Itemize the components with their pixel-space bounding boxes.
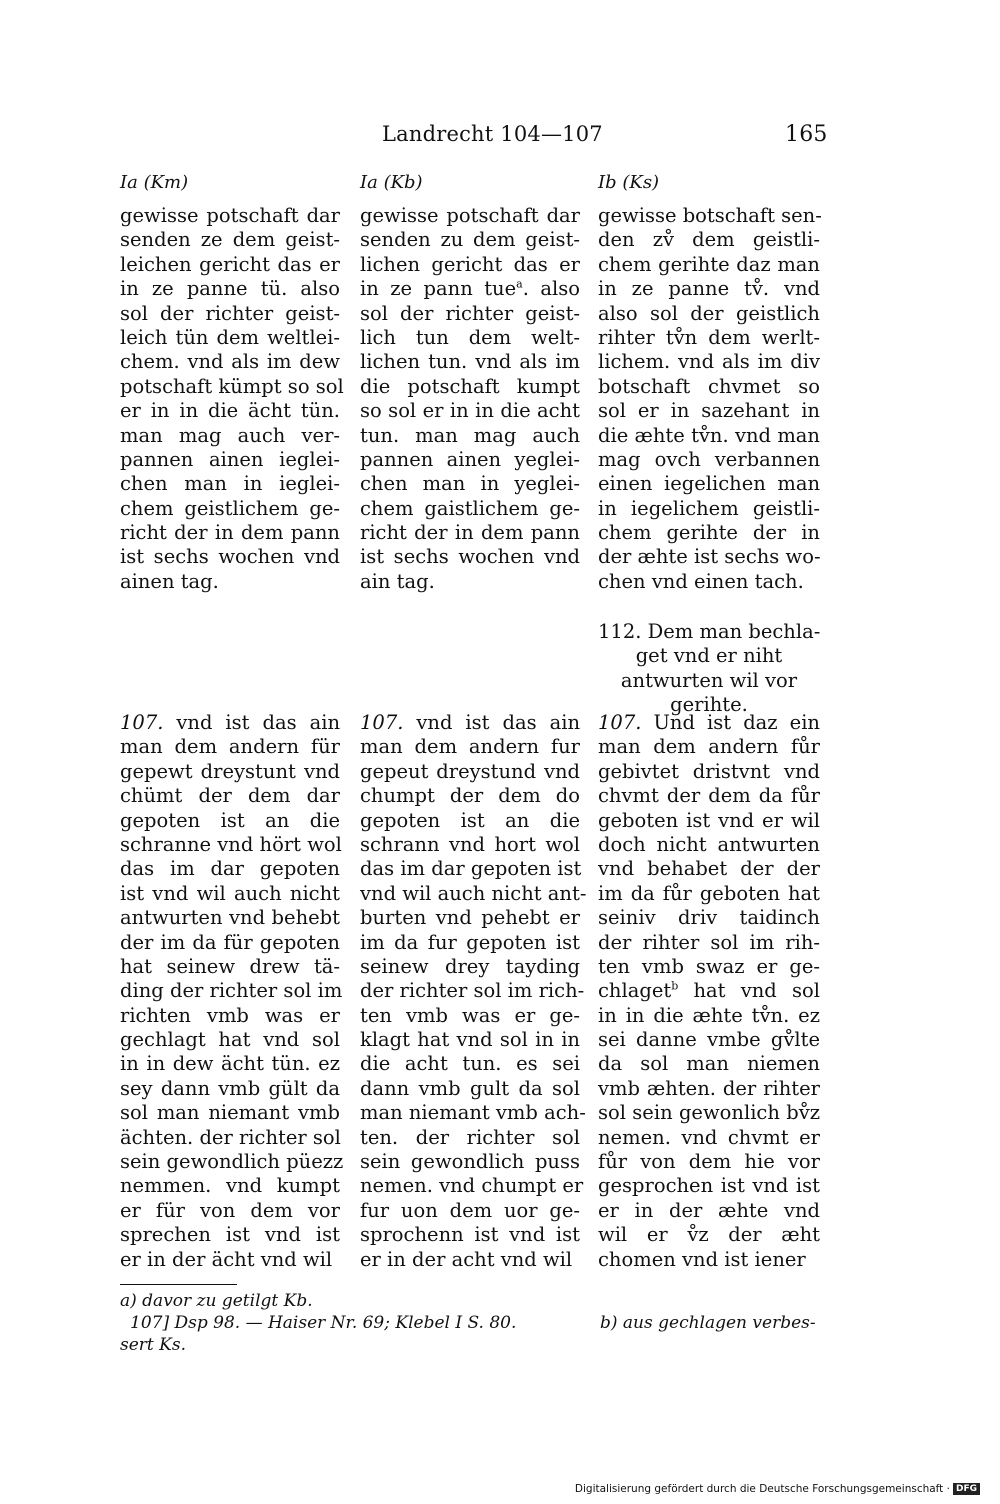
text-line-content: er in der acht vnd wil: [360, 1247, 573, 1271]
text-line-content: chem gerihte daz man: [598, 252, 820, 276]
text-line: [120, 277, 340, 301]
digitization-credit: [575, 1483, 980, 1495]
text-line-content: man dem andern fůr: [598, 735, 820, 759]
text-line: [598, 399, 820, 423]
text-line: [598, 521, 820, 545]
text-line: [120, 882, 340, 906]
text-line-content: nemen. vnd chumpt er: [360, 1174, 584, 1198]
text-line: [120, 521, 340, 545]
text-line: [120, 906, 340, 930]
text-line: [360, 1248, 580, 1272]
text-line-content: er in der æhte vnd: [598, 1198, 820, 1222]
text-line-content: ding der richter sol im: [120, 979, 343, 1003]
text-line: [598, 277, 820, 301]
column-kb-text-upper: [360, 204, 580, 594]
text-line-content: richt der in dem pann: [120, 521, 340, 545]
text-line: [598, 711, 820, 735]
text-line: [120, 497, 340, 521]
text-line: [598, 1077, 820, 1101]
text-line-content: chen man in ieglei-: [120, 472, 340, 496]
text-line-content: hat seinew drew tä-: [120, 954, 340, 978]
text-line: [360, 881, 587, 906]
text-line-content: geboten ist vnd er wil: [598, 808, 820, 832]
credit-text: Digitalisierung gefördert durch die Deutsche Forschungsgemeinschaft ·: [574, 1483, 950, 1495]
footnote-marker: b: [671, 979, 679, 993]
text-line: [598, 979, 820, 1003]
text-line: [120, 1028, 340, 1052]
text-line: [598, 784, 820, 808]
text-line-content: sol er in sazehant in: [598, 399, 820, 423]
text-line: [120, 809, 340, 833]
text-line-content: leich tün dem weltlei-: [120, 325, 340, 349]
text-line: [120, 784, 340, 808]
text-line-content: man dem andern für: [120, 735, 340, 759]
text-line: [360, 931, 580, 955]
dfg-logo: DFG: [953, 1483, 980, 1495]
rubric-line: get vnd er niht: [635, 644, 783, 668]
text-line-tail: hat vnd sol: [678, 979, 820, 1003]
text-line: [360, 424, 580, 448]
text-line-content: lich tun dem welt-: [360, 325, 580, 349]
text-line: [360, 350, 580, 374]
section-number: 107.: [360, 711, 404, 734]
text-line: [360, 833, 580, 857]
text-line-content: pannen ainen ieglei-: [120, 447, 340, 471]
text-line: [598, 228, 820, 252]
text-line-content: ainen tag.: [120, 569, 219, 593]
text-line-content: im da fur gepoten ist: [360, 930, 580, 954]
text-line-content: chem. vnd als im dew: [120, 350, 340, 374]
text-line: [120, 350, 340, 374]
text-line-content: er in in die ächt tün.: [120, 399, 340, 423]
text-line: [120, 760, 340, 784]
text-line-content: ist sechs wochen vnd: [360, 545, 580, 569]
text-line-content: er in der ächt vnd wil: [120, 1247, 333, 1271]
text-line-content: chvmt der dem da fůr: [598, 784, 820, 808]
section-rubric-112: [598, 620, 820, 718]
text-line: [360, 204, 580, 228]
text-line-content: die æhte tv̊n. vnd man: [598, 423, 820, 447]
text-line-content: klagt hat vnd sol in in: [360, 1028, 580, 1052]
text-line-content: ächten. der richter sol: [120, 1125, 341, 1149]
text-line: [120, 472, 340, 496]
column-km-text-upper: [120, 204, 344, 594]
text-line: [598, 833, 820, 857]
text-line-content: im da fůr geboten hat: [598, 881, 820, 905]
text-line: [120, 302, 340, 326]
text-line: [120, 979, 343, 1003]
text-line-content: richten vmb was er: [120, 1003, 340, 1027]
text-line-content: lichem. vnd als im div: [598, 350, 820, 374]
text-line: [120, 228, 340, 252]
text-line: [360, 1077, 580, 1101]
text-line-content: fur uon dem uor ge-: [360, 1198, 580, 1222]
text-line-content: lichen gericht das er: [360, 252, 580, 276]
text-line: [360, 809, 580, 833]
text-line-content: also sol der geistlich: [598, 301, 820, 325]
text-line-content: chem geistlichem ge-: [120, 496, 340, 520]
text-line-content: Und ist daz ein: [641, 711, 820, 734]
text-line: [120, 374, 344, 399]
text-line: [360, 1126, 580, 1150]
text-line: [598, 1126, 820, 1150]
text-line: [120, 570, 340, 594]
text-line: [360, 1199, 580, 1223]
text-line-content: den zv̊ dem geistli-: [598, 228, 820, 252]
text-line-content: pannen ainen yeglei-: [360, 447, 580, 471]
text-line: [120, 448, 340, 472]
text-line-content: lichen tun. vnd als im: [360, 350, 580, 374]
text-line-tail: . also: [522, 277, 580, 301]
text-line-content: vnd ist das ain: [163, 711, 340, 734]
text-line-content: sein gewondlich püezz: [120, 1150, 344, 1174]
text-line-content: senden ze dem geist-: [120, 228, 340, 252]
text-line-content: der richter sol im rich-: [360, 979, 585, 1003]
text-line: [598, 448, 820, 472]
text-line: [598, 931, 820, 955]
text-line: [598, 882, 820, 906]
footnote-rule: [120, 1284, 237, 1285]
text-line-content: ist sechs wochen vnd: [120, 545, 340, 569]
text-line: [598, 472, 820, 496]
text-line: [120, 1077, 340, 1101]
text-line-content: gesprochen ist vnd ist: [598, 1174, 820, 1198]
text-line: [598, 955, 820, 979]
page-number: 165: [785, 122, 828, 147]
text-line: [120, 1004, 340, 1028]
text-line: [120, 1248, 340, 1272]
rubric-line: gerihte.: [670, 693, 748, 717]
text-line: [360, 448, 580, 472]
text-line: [598, 735, 820, 759]
text-line-content: doch nicht antwurten: [598, 832, 820, 856]
text-line-content: so sol er in in die acht: [360, 399, 580, 423]
text-line: [598, 1248, 820, 1272]
text-line-content: da sol man niemen: [598, 1052, 820, 1076]
text-line-content: chümt der dem dar: [120, 784, 340, 808]
text-line-content: gewisse botschaft sen-: [598, 204, 822, 227]
text-line-content: rihter tv̊n dem werlt-: [598, 325, 820, 349]
text-line: [360, 302, 580, 326]
text-line: [360, 570, 580, 594]
text-line-content: sei danne vmbe gv̊lte: [598, 1028, 820, 1052]
text-line: [598, 1052, 820, 1076]
footnote-reference: 107] Dsp 98. — Haiser Nr. 69; Klebel I S. 80.: [130, 1313, 517, 1333]
text-line-content: wil er v̊z der æht: [598, 1223, 820, 1247]
text-line: [598, 350, 820, 374]
text-line: [360, 1004, 580, 1028]
text-line: [360, 228, 580, 252]
footnote-b: b) aus gechlagen verbes-: [600, 1313, 816, 1333]
text-line: [360, 497, 580, 521]
text-line-content: sprechen ist vnd ist: [120, 1223, 340, 1247]
text-line-content: sol man niemant vmb: [120, 1101, 340, 1125]
text-line-content: vnd behabet der der: [598, 857, 820, 881]
text-line-content: der im da für gepoten: [120, 930, 340, 954]
text-line-content: man dem andern fur: [360, 735, 580, 759]
text-line-content: ten vmb swaz er ge-: [598, 954, 820, 978]
text-line-content: senden zu dem geist-: [360, 228, 580, 252]
text-line-content: in iegelichem geistli-: [598, 496, 820, 520]
text-line-content: in ze panne tv̊. vnd: [598, 277, 820, 301]
text-line: [598, 1223, 820, 1247]
text-line: [360, 326, 580, 350]
text-line-content: gepewt dreystunt vnd: [120, 759, 340, 783]
text-line: [598, 302, 820, 326]
text-line: [120, 1223, 340, 1247]
text-line: [120, 735, 340, 759]
footnote-marker: a: [516, 277, 523, 291]
text-line: [120, 204, 340, 228]
text-line: [360, 545, 580, 569]
text-line-content: schranne vnd hört wol: [120, 832, 342, 856]
text-line: [598, 1028, 820, 1052]
text-line: [120, 399, 340, 423]
text-line: [598, 1150, 820, 1174]
text-line: [360, 1052, 580, 1076]
text-line-content: man mag auch ver-: [120, 423, 340, 447]
text-line: [598, 545, 820, 569]
text-line-content: sein gewondlich puss: [360, 1150, 580, 1174]
text-line: [360, 472, 580, 496]
column-ks-text-upper: [598, 204, 820, 594]
text-line: [598, 204, 820, 228]
text-line: [598, 906, 820, 930]
text-line-content: seiniv driv taidinch: [598, 906, 820, 930]
text-line: [360, 1223, 580, 1247]
text-line: [360, 1174, 584, 1198]
text-line: [360, 1101, 586, 1125]
text-line-content: in ze pann tue: [360, 277, 517, 301]
text-line-content: gechlagt hat vnd sol: [120, 1028, 340, 1052]
text-line-content: sey dann vmb gült da: [120, 1076, 340, 1100]
column-kb-text-lower: [360, 711, 587, 1272]
text-line: [120, 857, 340, 881]
text-line-content: ain tag.: [360, 569, 435, 593]
text-line-content: das im dar gepoten ist: [360, 857, 582, 881]
text-line: [598, 760, 820, 784]
text-line-content: sol der richter geist-: [360, 301, 580, 325]
text-line-content: seinew drey tayding: [360, 954, 580, 978]
text-line-content: in ze panne tü. also: [120, 277, 340, 301]
text-line: [120, 1174, 340, 1198]
column-ks-text-lower: [598, 711, 820, 1272]
text-line: [598, 497, 820, 521]
text-line-content: in in die æhte tv̊n. ez: [598, 1003, 820, 1027]
text-line-content: fůr von dem hie vor: [598, 1150, 820, 1174]
text-line-content: die acht tun. es sei: [360, 1052, 580, 1076]
text-line: [360, 760, 580, 784]
text-line-content: ten. der richter sol: [360, 1125, 580, 1149]
section-number: 107.: [120, 711, 164, 734]
text-line: [360, 955, 580, 979]
text-line-content: die potschaft kumpt: [360, 374, 580, 398]
text-line-content: der rihter sol im rih-: [598, 930, 820, 954]
text-line-content: gewisse potschaft dar: [360, 204, 580, 227]
text-line-content: chumpt der dem do: [360, 784, 580, 808]
text-line: [360, 979, 585, 1003]
text-line: [598, 1174, 820, 1198]
text-line: [120, 1199, 340, 1223]
text-line-content: sol sein gewonlich bv̊z: [598, 1101, 820, 1125]
column-heading-kb: Ia (Kb): [360, 172, 423, 193]
text-line: [598, 1101, 820, 1125]
text-line-content: einen iegelichen man: [598, 472, 820, 496]
text-line: [360, 277, 580, 301]
text-line: [120, 1150, 344, 1174]
text-line: [120, 711, 340, 735]
text-line-content: chomen vnd ist iener: [598, 1247, 806, 1271]
text-line-content: gewisse potschaft dar: [120, 204, 340, 227]
footnote-a: a) davor zu getilgt Kb.: [120, 1291, 313, 1311]
running-title: Landrecht 104—107: [382, 122, 603, 146]
text-line: [360, 1028, 580, 1052]
text-line-content: antwurten vnd behebt: [120, 906, 340, 930]
text-line: [360, 375, 580, 399]
text-line-content: vmb æhten. der rihter: [598, 1076, 820, 1100]
text-line: [360, 399, 580, 423]
text-line: [120, 931, 340, 955]
text-line-content: burten vnd pehebt er: [360, 906, 580, 930]
text-line: [598, 570, 820, 594]
text-line-content: chem gerihte der in: [598, 521, 820, 545]
text-line: [598, 1199, 820, 1223]
text-line-content: nemmen. vnd kumpt: [120, 1174, 340, 1198]
text-line-content: dann vmb gult da sol: [360, 1076, 580, 1100]
text-line: [598, 809, 820, 833]
text-line: [120, 1101, 340, 1125]
text-line-content: potschaft kümpt so sol: [120, 374, 344, 398]
text-line: [120, 1126, 340, 1150]
text-line-content: sol der richter geist-: [120, 301, 340, 325]
text-line-content: nemen. vnd chvmt er: [598, 1125, 820, 1149]
text-line: [360, 1150, 580, 1174]
text-line-content: in in dew ächt tün. ez: [120, 1052, 340, 1076]
text-line: [598, 326, 820, 350]
text-line: [120, 833, 340, 857]
text-line: [598, 857, 820, 881]
column-heading-km: Ia (Km): [120, 172, 189, 193]
text-line-content: chen vnd einen tach.: [598, 569, 804, 593]
text-line: [120, 424, 340, 448]
text-line-content: gepeut dreystund vnd: [360, 759, 580, 783]
text-line-content: vnd ist das ain: [403, 711, 580, 734]
text-line-content: gebivtet dristvnt vnd: [598, 759, 820, 783]
text-line: [360, 857, 580, 881]
section-number: 107.: [598, 711, 642, 734]
text-line-content: mag ovch verbannen: [598, 447, 820, 471]
text-line-content: er für von dem vor: [120, 1198, 340, 1222]
text-line-content: chen man in yeglei-: [360, 472, 580, 496]
text-line-content: schrann vnd hort wol: [360, 832, 580, 856]
text-line: [598, 253, 820, 277]
text-line: [360, 711, 580, 735]
text-line: [120, 1052, 340, 1076]
text-line-content: chlaget: [598, 979, 672, 1003]
text-line: [360, 906, 580, 930]
text-line-content: das im dar gepoten: [120, 857, 340, 881]
text-line: [360, 521, 580, 545]
text-line: [120, 545, 340, 569]
text-line-content: chem gaistlichem ge-: [360, 496, 580, 520]
text-line: [360, 784, 580, 808]
text-line-content: man niemant vmb ach-: [360, 1101, 586, 1125]
rubric-line: 112. Dem man bechla-: [598, 620, 821, 643]
text-line: [360, 253, 580, 277]
rubric-line: antwurten wil vor: [620, 668, 798, 692]
text-line-content: ten vmb was er ge-: [360, 1003, 580, 1027]
text-line-content: botschaft chvmet so: [598, 374, 820, 398]
text-line: [120, 253, 340, 277]
text-line-content: gepoten ist an die: [360, 808, 580, 832]
text-line-content: sprochenn ist vnd ist: [360, 1223, 580, 1247]
text-line-content: vnd wil auch nicht ant-: [360, 881, 587, 905]
text-line-content: leichen gericht das er: [120, 252, 340, 276]
text-line: [360, 735, 580, 759]
text-line: [598, 424, 820, 448]
text-line: [598, 375, 820, 399]
text-line-content: der æhte ist sechs wo-: [598, 545, 821, 569]
column-km-text-lower: [120, 711, 344, 1272]
text-line: [598, 1004, 820, 1028]
text-line-content: tun. man mag auch: [360, 423, 580, 447]
text-line-content: ist vnd wil auch nicht: [120, 881, 340, 905]
text-line-content: gepoten ist an die: [120, 808, 340, 832]
footnote-reference-continued: sert Ks.: [120, 1335, 186, 1355]
text-line-content: richt der in dem pann: [360, 521, 580, 545]
text-line: [120, 326, 340, 350]
text-line: [120, 955, 340, 979]
column-heading-ks: Ib (Ks): [598, 172, 660, 193]
